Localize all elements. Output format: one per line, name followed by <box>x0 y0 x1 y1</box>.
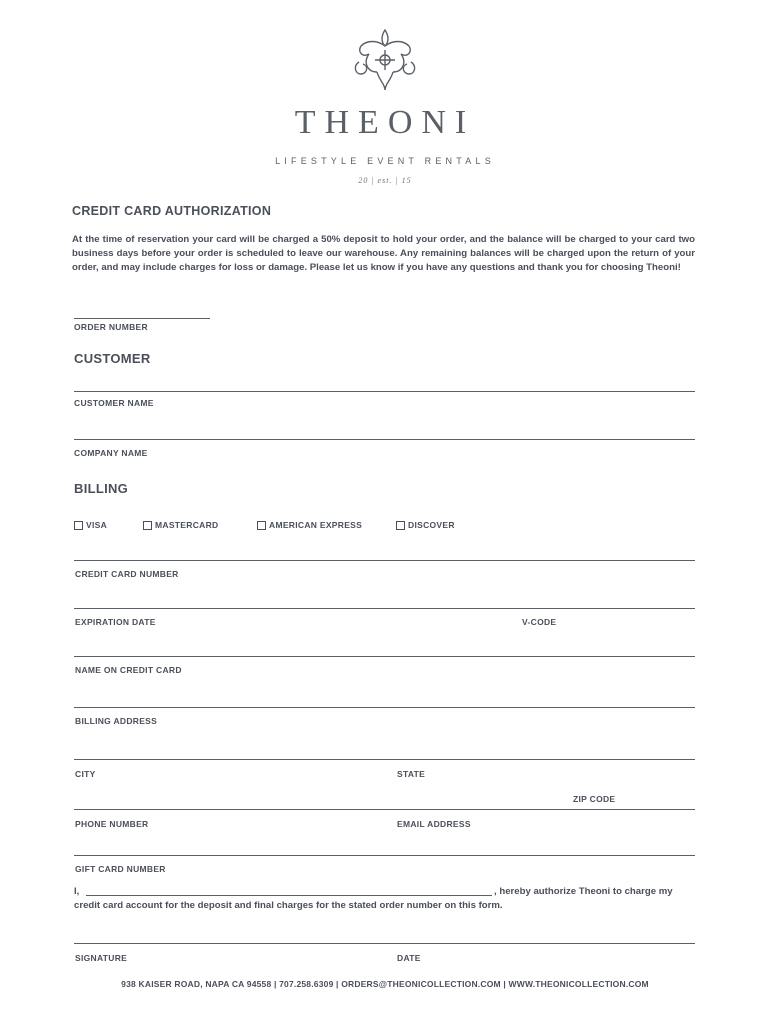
billing-address-field[interactable] <box>74 707 695 708</box>
gift-card-number-label: GIFT CARD NUMBER <box>75 864 166 874</box>
credit-card-number-field[interactable] <box>74 560 695 561</box>
customer-heading: CUSTOMER <box>74 351 151 366</box>
order-number-label: ORDER NUMBER <box>74 322 148 332</box>
card-type-label: AMERICAN EXPRESS <box>269 520 363 530</box>
company-name-label: COMPANY NAME <box>74 448 148 458</box>
signature-label: SIGNATURE <box>75 953 128 963</box>
name-on-card-label: NAME ON CREDIT CARD <box>75 665 182 675</box>
billing-address-label: BILLING ADDRESS <box>75 716 158 726</box>
authorization-line-2: credit card account for the deposit and final charges for the stated order number on this form. <box>74 900 503 911</box>
email-address-label: EMAIL ADDRESS <box>397 819 471 829</box>
city-label: CITY <box>75 769 96 779</box>
vcode-label: V-CODE <box>522 617 557 627</box>
intro-paragraph: At the time of reservation your card will be charged a 50% deposit to hold your order, and the balance will be charged to your card two business days before your order is scheduled to leave our warehouse. Any remaining balances will be charged upon the return of your order, and may include charges for loss or damage. Please let us know if you have any questions and thank you for choosing Theoni! <box>72 234 695 274</box>
name-on-card-field[interactable] <box>74 656 695 657</box>
visa-checkbox[interactable] <box>74 520 107 530</box>
checkbox-square-icon <box>257 521 266 530</box>
discover-checkbox[interactable] <box>396 520 455 530</box>
form-title: CREDIT CARD AUTHORIZATION <box>72 204 272 218</box>
authorization-prefix: I, <box>74 886 80 897</box>
card-type-label: VISA <box>86 520 108 530</box>
company-name-field[interactable] <box>74 439 695 440</box>
date-label: DATE <box>397 953 421 963</box>
mastercard-checkbox[interactable] <box>143 520 218 530</box>
gift-card-number-field[interactable] <box>74 855 695 856</box>
footer-contact: 938 KAISER ROAD, NAPA CA 94558 | 707.258.6309 | ORDERS@THEONICOLLECTION.COM | WWW.THEONICOLLECTION.COM <box>121 979 649 989</box>
zip-code-label: ZIP CODE <box>573 794 616 804</box>
brand-name: THEONI <box>294 104 476 141</box>
brand-tagline: LIFESTYLE EVENT RENTALS <box>275 156 495 166</box>
expiration-vcode-field[interactable] <box>74 608 695 609</box>
order-number-field[interactable] <box>74 318 210 319</box>
customer-name-label: CUSTOMER NAME <box>74 398 154 408</box>
signature-date-field[interactable] <box>74 943 695 944</box>
checkbox-square-icon <box>143 521 152 530</box>
checkbox-square-icon <box>74 521 83 530</box>
card-type-label: MASTERCARD <box>155 520 219 530</box>
phone-email-field[interactable] <box>74 809 695 810</box>
american-express-checkbox[interactable] <box>257 520 362 530</box>
expiration-date-label: EXPIRATION DATE <box>75 617 156 627</box>
customer-name-field[interactable] <box>74 391 695 392</box>
state-label: STATE <box>397 769 426 779</box>
authorizer-name-field[interactable] <box>86 895 492 896</box>
theoni-logo-emblem <box>349 26 421 94</box>
credit-card-number-label: CREDIT CARD NUMBER <box>75 569 179 579</box>
authorization-suffix: , hereby authorize Theoni to charge my <box>494 886 673 897</box>
city-state-field[interactable] <box>74 759 695 760</box>
brand-established: 20 | est. | 15 <box>358 176 412 185</box>
phone-number-label: PHONE NUMBER <box>75 819 149 829</box>
billing-heading: BILLING <box>74 481 129 496</box>
card-type-label: DISCOVER <box>408 520 455 530</box>
checkbox-square-icon <box>396 521 405 530</box>
